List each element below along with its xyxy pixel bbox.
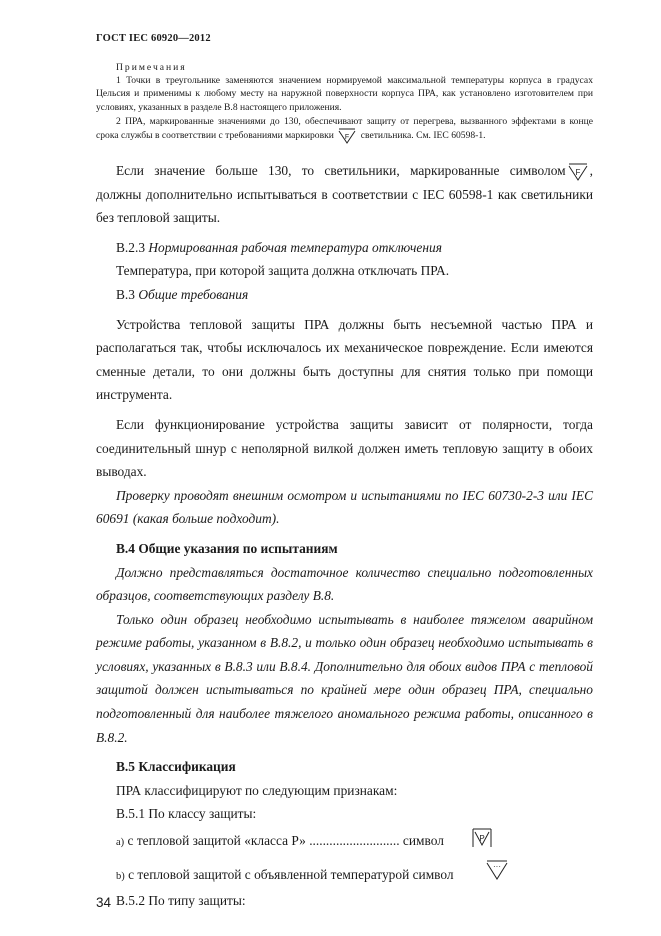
note-1-number: 1 xyxy=(116,75,121,87)
note-1-text: Точки в треугольнике заменяются значением нормируемой максимальной температуры корпуса в градусах Цельсия и применимы к любому месту на наружной поверхности корпуса ПРА, как установлено изготовителем при условиях, указанных в разделе В.8 настоящего приложения. xyxy=(96,75,593,113)
notes-title: Примечания xyxy=(116,62,187,73)
item-b-symbol-text: ··· xyxy=(493,862,501,872)
section-b3-paragraph-2: Если функционирование устройства защиты зависит от полярности, тогда соединительный шнур с неполярной вилкой должен иметь тепловую защиту в обоих выводах. xyxy=(96,416,593,480)
classification-item-b xyxy=(96,863,593,887)
section-b5-heading: В.5 Классификация xyxy=(116,759,236,775)
triangle-f-symbol-icon xyxy=(338,128,356,144)
section-b3-number: В.3 xyxy=(116,286,135,302)
section-b3-heading xyxy=(96,283,593,307)
section-b23-text: Температура, при которой защита должна отключать ПРА. xyxy=(116,263,450,279)
paragraph-above-130 xyxy=(96,159,593,230)
item-b-letter: b) xyxy=(116,871,125,883)
document-header: ГОСТ IEC 60920—2012 xyxy=(96,33,211,44)
note-2-text-a: ПРА, маркированные значениями до 130, обеспечивают защиту от перегрева, вызванного эффектами в конце срока службы в соответствии с требованиями маркировки xyxy=(96,115,593,142)
section-b23-heading xyxy=(96,236,593,260)
triangle-f-symbol-icon xyxy=(568,163,588,181)
svg-text:F: F xyxy=(575,167,581,177)
page-number: 34 xyxy=(96,895,112,910)
section-b23-number: В.2.3 xyxy=(116,239,146,255)
section-b4-heading: В.4 Общие указания по испытаниям xyxy=(116,540,338,556)
section-b4-paragraph-1: Должно представляться достаточное количество специально подготовленных образцов, соответствующих разделу В.8. xyxy=(96,564,593,604)
note-1 xyxy=(96,74,593,114)
notes-block xyxy=(96,61,593,144)
section-b3-paragraph-3: Проверку проводят внешним осмотром и испытаниями по IEC 60730-2-3 или IEC 60691 (какая больше подходит). xyxy=(96,487,593,527)
section-b51-heading: В.5.1 По классу защиты: xyxy=(116,806,257,822)
paragraph-above-130-b: , должны дополнительно испытываться в соответствии с IEC 60598-1 как светильники без тепловой защиты. xyxy=(96,163,593,226)
item-a-letter: а) xyxy=(116,837,125,849)
section-b3-title: Общие требования xyxy=(138,286,249,302)
section-b4-paragraph-2: Только один образец необходимо испытывать в наиболее тяжелом аварийном режиме работы, указанном в В.8.2, и только один образец необходимо испытывать в условиях, указанных в В.8.3 или В.8.4. Дополнительно для обоих видов ПРА с тепловой защитой должен испытываться по крайней мере один образец ПРА, специально подготовленный для наиболее тяжелого аномального режима работы, описанного в В.8.2. xyxy=(96,611,593,745)
classification-item-a xyxy=(96,829,593,853)
item-a-symbol-text: P xyxy=(479,834,485,844)
note-2 xyxy=(96,115,593,144)
paragraph-above-130-a: Если значение больше 130, то светильники, маркированные символом xyxy=(116,163,566,178)
item-a-text: с тепловой защитой «класса Р» ........................... символ xyxy=(127,833,444,849)
document-body xyxy=(96,159,593,913)
svg-text:F: F xyxy=(345,134,350,142)
note-2-text-b: светильника. См. IEC 60598-1. xyxy=(360,130,486,142)
note-2-number: 2 xyxy=(116,115,121,127)
triangle-dots-symbol-icon xyxy=(486,860,508,880)
section-b52-heading: В.5.2 По типу защиты: xyxy=(116,893,246,909)
triangle-p-symbol-icon xyxy=(472,828,492,848)
section-b5-paragraph: ПРА классифицируют по следующим признакам: xyxy=(116,782,398,798)
section-b3-paragraph-1: Устройства тепловой защиты ПРА должны быть несъемной частью ПРА и располагаться так, чтобы исключалось их механическое повреждение. Если имеются сменные детали, то они должны быть доступны для снятия только при помощи инструмента. xyxy=(96,316,593,403)
section-b23-title: Нормированная рабочая температура отключения xyxy=(148,239,442,255)
item-b-text: с тепловой защитой с объявленной температурой символ xyxy=(128,867,454,883)
